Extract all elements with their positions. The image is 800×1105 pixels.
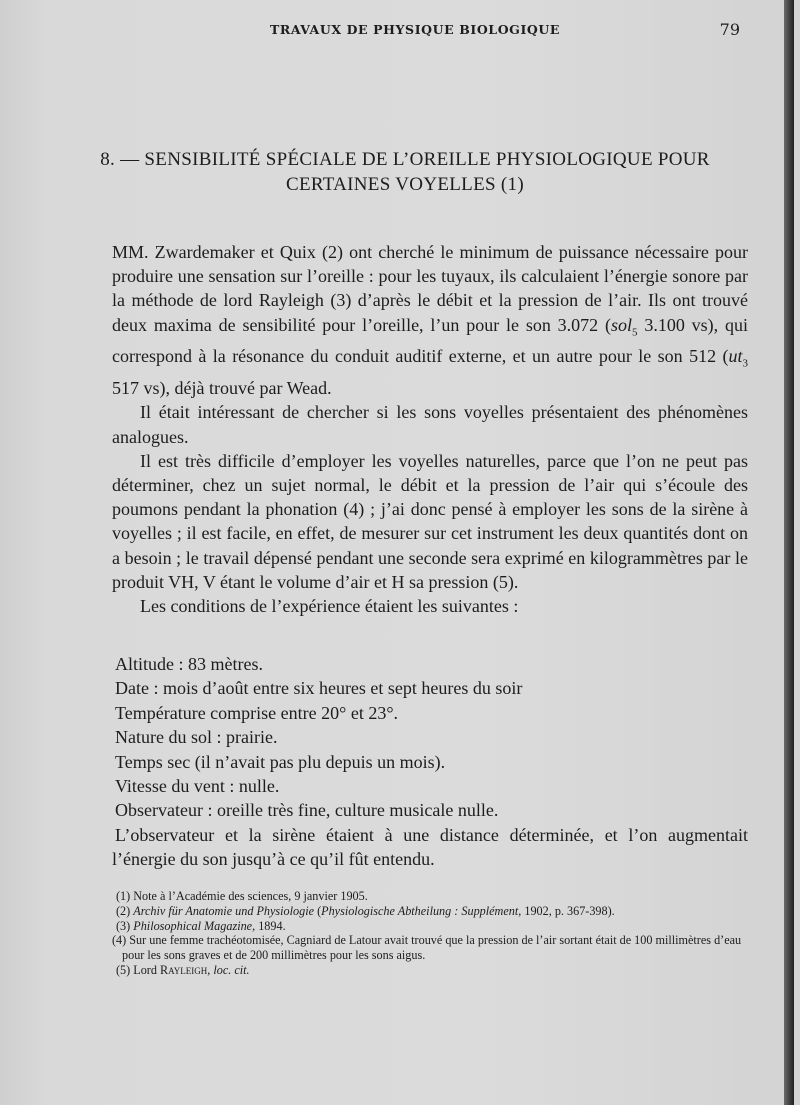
note-ut: ut (728, 346, 743, 367)
paragraph-1 (112, 240, 748, 400)
footnote-2 (112, 904, 748, 919)
section-title-line-1: 8. — SENSIBILITÉ SPÉCIALE DE L’OREILLE PHYSIOLOGIQUE POUR (100, 149, 710, 170)
note-sol: sol (611, 314, 633, 335)
section-title (100, 147, 710, 197)
section-title-line-2: CERTAINES VOYELLES (1) (286, 174, 524, 195)
note-sol-octave: 5 (632, 326, 638, 339)
footnote-2-number: (2) (116, 903, 134, 918)
footnote-5 (112, 963, 748, 978)
footnote-3-journal: Philosophical Magazine (133, 918, 253, 933)
footnote-1: (1) Note à l’Académie des sciences, 9 janvier 1905. (116, 889, 368, 903)
footnote-3 (112, 919, 748, 934)
page-number: 79 (719, 20, 740, 39)
condition-date: Date : mois d’août entre six heures et sept heures du soir (115, 678, 523, 699)
condition-observer: Observateur : oreille très fine, culture musicale nulle. (115, 800, 499, 821)
paragraph-1-part-c: 517 vs), déjà trouvé par Wead. (112, 378, 332, 399)
paragraph-3: Il est très difficile d’employer les voyelles naturelles, parce que l’on ne peut pas déterminer, chez un sujet normal, le débit et la pression de l’air qui s’écoule des poumons pendant la phonation (4) ; j’ai donc pensé à employer les sons de la sirène à voyelles ; il est facile, en effet, de mesurer sur cet instrument les deux quantités dont on a besoin ; le travail dépensé pendant une seconde sera exprimé en kilogrammètres par le produit VH, V étant le volume d’air et H sa pression (5). (112, 450, 748, 592)
page-header (90, 20, 740, 40)
footnotes (112, 889, 748, 978)
paragraph-2: Il était intéressant de chercher si les sons voyelles présentaient des phénomènes analogues. (112, 402, 748, 447)
condition-temperature: Température comprise entre 20° et 23°. (115, 702, 399, 723)
note-ut-octave: 3 (742, 358, 748, 370)
condition-weather: Temps sec (il n’avait pas plu depuis un mois). (115, 751, 446, 772)
footnote-2-paren: ( (314, 903, 322, 918)
footnote-5-reference: loc. cit. (213, 962, 250, 977)
footnote-5-number: (5) Lord (116, 962, 160, 977)
paragraph-4: Les conditions de l’expérience étaient les suivantes : (140, 596, 519, 617)
paragraph-1-part-a: MM. Zwardemaker et Quix (2) ont cherché le minimum de puissance nécessaire pour produire une sensation sur l’oreille : pour les tuyaux, ils calculaient l’énergie sonore par la méthode de lord Rayleigh (3) d’après le débit et la pression de l’air. Ils ont trouvé deux maxima de sensibilité pour l’oreille, l’un pour le son 3.072 ( (112, 242, 748, 335)
condition-soil: Nature du sol : prairie. (115, 727, 278, 748)
footnote-2-section: Physiologische Abtheilung : Supplément (321, 903, 519, 918)
book-spine-edge (784, 0, 794, 1105)
condition-wind: Vitesse du vent : nulle. (115, 776, 280, 797)
footnote-2-journal: Archiv für Anatomie und Physiologie (133, 903, 315, 918)
conditions-list (112, 652, 748, 823)
condition-altitude: Altitude : 83 mètres. (115, 654, 263, 674)
footnote-5-author: Rayleigh (160, 962, 208, 977)
footnote-2-citation: , 1902, p. 367-398). (518, 903, 615, 918)
footnote-4: (4) Sur une femme trachéotomisée, Cagniard de Latour avait trouvé que la pression de l’air sortant était de 100 millimètres d’eau pour les sons graves et de 200 millimètres pour les sons aigus. (112, 933, 742, 963)
footnote-3-number: (3) (116, 918, 134, 933)
conclusion-text (112, 823, 748, 872)
paragraph-5: L’observateur et la sirène étaient à une distance déterminée, et l’on augmentait l’énergie du son jusqu’à ce qu’il fût entendu. (112, 825, 748, 870)
footnote-3-year: , 1894. (252, 918, 286, 933)
paragraph-1-part-b: 3.100 vs), qui correspond à la résonance du conduit auditif externe, et un autre pour le son 512 ( (112, 314, 748, 367)
footnote-5-separator: , (207, 962, 214, 977)
running-title: TRAVAUX DE PHYSIQUE BIOLOGIQUE (269, 22, 561, 37)
body-text (112, 240, 748, 618)
